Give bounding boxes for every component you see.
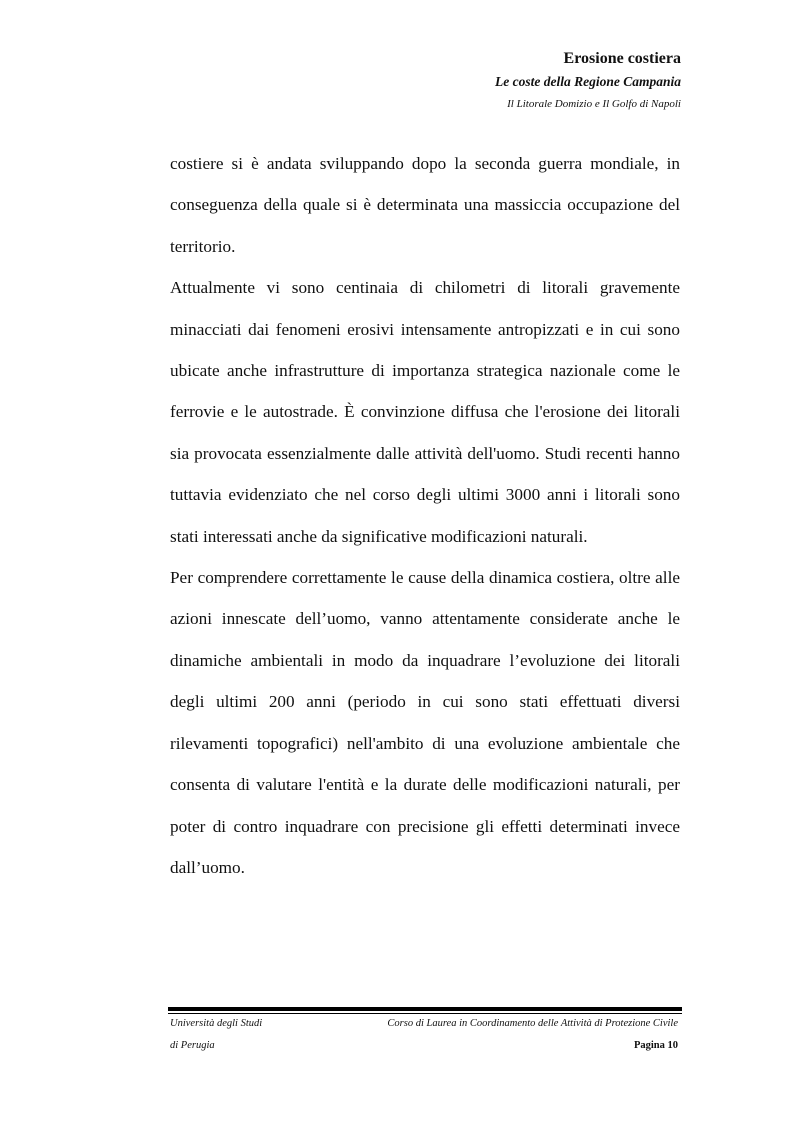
footer-rule	[168, 1007, 682, 1011]
footer-university-line2: di Perugia	[170, 1040, 215, 1051]
header-subtitle: Le coste della Regione Campania	[495, 74, 681, 89]
header-section: Il Litorale Domizio e Il Golfo di Napoli	[507, 98, 681, 110]
body-text	[170, 143, 680, 888]
paragraph-2: Attualmente vi sono centinaia di chilometri di litorali gravemente minacciati dai fenomeni erosivi intensamente antropizzati e in cui sono ubicate anche infrastrutture di importanza strategica nazionale come le ferrovie e le autostrade. È convinzione diffusa che l'erosione dei litorali sia provocata essenzialmente dalle attività dell'uomo. Studi recenti hanno tuttavia evidenziato che nel corso degli ultimi 3000 anni i litorali sono stati interessati anche da significative modificazioni naturali.	[170, 278, 680, 546]
paragraph-1: costiere si è andata sviluppando dopo la seconda guerra mondiale, in conseguenza della quale si è determinata una massiccia occupazione del territorio.	[170, 154, 680, 256]
footer-university-line1: Università degli Studi	[170, 1018, 263, 1029]
page-footer	[170, 1014, 678, 1056]
paragraph-3: Per comprendere correttamente le cause della dinamica costiera, oltre alle azioni innescate dell’uomo, vanno attentamente considerate anche le dinamiche ambientali in modo da inquadrare l’evoluzione dei litorali degli ultimi 200 anni (periodo in cui sono stati effettuati diversi rilevamenti topografici) nell'ambito di una evoluzione ambientale che consenta di valutare l'entità e la durate delle modificazioni naturali, per poter di contro inquadrare con precisione gli effetti determinati invece dall’uomo.	[170, 568, 680, 877]
footer-course: Corso di Laurea in Coordinamento delle Attività di Protezione Civile	[387, 1018, 678, 1029]
page-number: Pagina 10	[633, 1040, 678, 1051]
header-title: Erosione costiera	[563, 50, 681, 67]
page-header	[495, 48, 681, 114]
